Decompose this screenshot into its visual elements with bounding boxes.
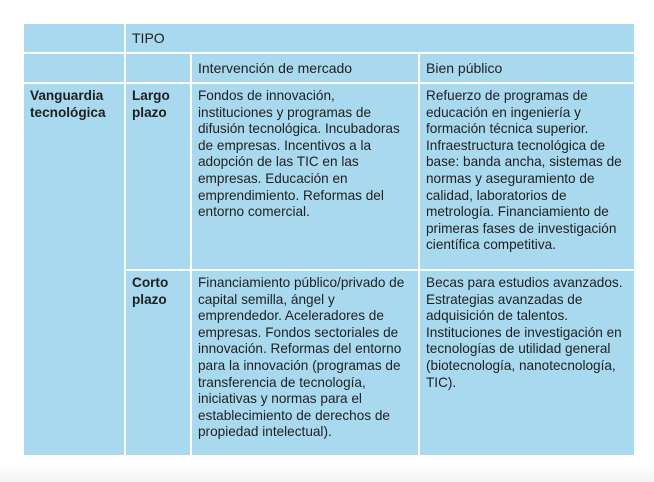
empty-cell [126, 54, 190, 82]
row-group-label: Vanguardia tecnológica [24, 84, 124, 455]
bien-publico-header: Bien público [420, 54, 634, 82]
plazo-label: Largo plazo [126, 84, 190, 269]
bien-publico-cell: Becas para estudios avanzados. Estrategias avanzadas de adquisición de talentos. Instituciones de investigación en tecnologías de utilidad general (biotecnología, nanotecnología, TIC). [420, 271, 634, 455]
table-row [24, 84, 634, 269]
background-shade [0, 462, 654, 482]
bien-publico-cell: Refuerzo de programas de educación en ingeniería y formación técnica superior. Infraestructura tecnológica de base: banda ancha, sistemas de normas y aseguramiento de calidad, laboratorios de metrología. Financiamiento de primeras fases de investigación científica competitiva. [420, 84, 634, 269]
intervencion-cell: Fondos de innovación, instituciones y programas de difusión tecnológica. Incubadoras de empresas. Incentivos a la adopción de las TIC en las empresas. Educación en emprendimiento. Reformas del entorno comercial. [192, 84, 418, 269]
empty-cell [24, 54, 124, 82]
tipo-header: TIPO [126, 24, 634, 52]
empty-corner-cell [24, 24, 124, 52]
header-row-tipo [24, 24, 634, 52]
intervencion-header: Intervención de mercado [192, 54, 418, 82]
intervencion-cell: Financiamiento público/privado de capital semilla, ángel y emprendedor. Aceleradores de empresas. Fondos sectoriales de innovación. Reformas del entorno para la innovación (programas de transferencia de tecnología, iniciativas y normas para el establecimiento de derechos de propiedad intelectual). [192, 271, 418, 455]
policy-table-frame [22, 22, 632, 455]
plazo-label: Corto plazo [126, 271, 190, 455]
header-row-columns [24, 54, 634, 82]
policy-table [22, 22, 636, 457]
